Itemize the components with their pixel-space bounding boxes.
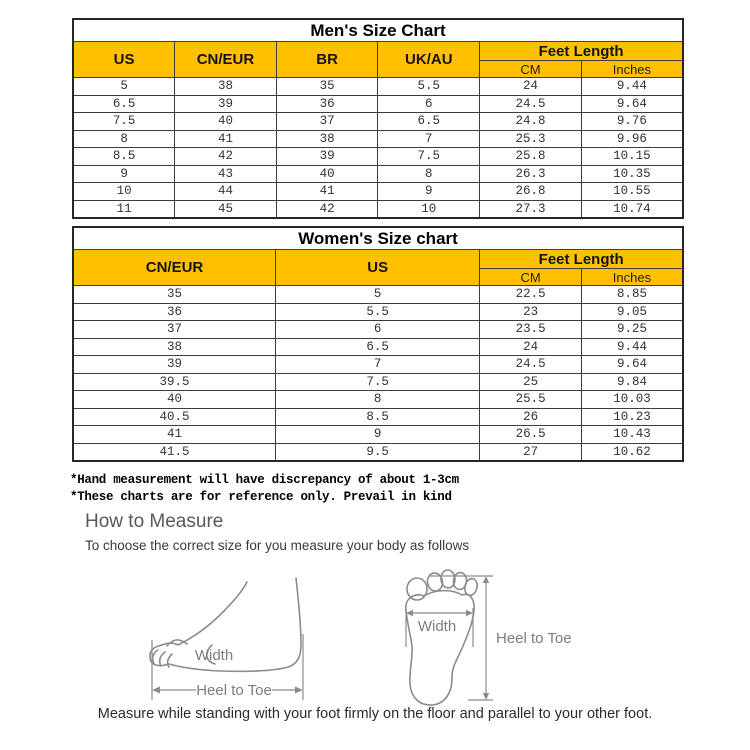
table-row bbox=[73, 183, 683, 201]
table-row bbox=[73, 338, 683, 356]
table-cell: 42 bbox=[276, 200, 378, 218]
table-cell: 9.84 bbox=[581, 373, 683, 391]
table-cell: 42 bbox=[175, 148, 277, 166]
arrowhead-top bbox=[483, 576, 489, 583]
table-cell: 10.23 bbox=[581, 408, 683, 426]
table-row bbox=[73, 130, 683, 148]
table-cell: 7.5 bbox=[73, 113, 175, 131]
mens-title-row bbox=[73, 19, 683, 42]
table-cell: 35 bbox=[73, 286, 276, 304]
table-cell: 8 bbox=[276, 391, 480, 409]
table-cell: 25.8 bbox=[480, 148, 582, 166]
table-cell: 26.8 bbox=[480, 183, 582, 201]
table-cell: 38 bbox=[175, 78, 277, 96]
table-cell: 24 bbox=[480, 338, 582, 356]
col-header-us: US bbox=[276, 250, 480, 286]
womens-table-head bbox=[73, 227, 683, 286]
note-line: *These charts are for reference only. Prevail in kind bbox=[70, 490, 452, 504]
table-cell: 25 bbox=[480, 373, 582, 391]
col-header-cm: CM bbox=[480, 61, 582, 78]
foot-side-view-diagram bbox=[135, 555, 330, 710]
table-cell: 5 bbox=[73, 78, 175, 96]
table-cell: 10.55 bbox=[581, 183, 683, 201]
col-header-br: BR bbox=[276, 42, 378, 78]
table-row bbox=[73, 148, 683, 166]
table-cell: 9.44 bbox=[581, 338, 683, 356]
col-header-inches: Inches bbox=[581, 269, 683, 286]
table-cell: 27 bbox=[480, 443, 582, 461]
womens-table-body bbox=[73, 286, 683, 462]
table-cell: 9 bbox=[276, 426, 480, 444]
table-row bbox=[73, 286, 683, 304]
col-header-inches: Inches bbox=[581, 61, 683, 78]
table-row bbox=[73, 78, 683, 96]
big-toe bbox=[407, 578, 427, 600]
note-line: *Hand measurement will have discrepancy of about 1-3cm bbox=[70, 473, 459, 487]
table-cell: 22.5 bbox=[480, 286, 582, 304]
table-cell: 39.5 bbox=[73, 373, 276, 391]
table-cell: 7 bbox=[276, 356, 480, 374]
table-cell: 24.5 bbox=[480, 95, 582, 113]
table-cell: 10.43 bbox=[581, 426, 683, 444]
table-cell: 8.5 bbox=[73, 148, 175, 166]
table-cell: 39 bbox=[175, 95, 277, 113]
table-cell: 41.5 bbox=[73, 443, 276, 461]
table-row bbox=[73, 391, 683, 409]
table-row bbox=[73, 426, 683, 444]
heel-to-toe-label: Heel to Toe bbox=[496, 630, 572, 647]
table-cell: 8 bbox=[378, 165, 480, 183]
womens-header-row bbox=[73, 250, 683, 269]
arrowhead-right bbox=[466, 610, 473, 616]
table-cell: 9 bbox=[378, 183, 480, 201]
table-row bbox=[73, 95, 683, 113]
mens-chart-title: Men's Size Chart bbox=[73, 19, 683, 42]
table-cell: 10.62 bbox=[581, 443, 683, 461]
col-header-cneur: CN/EUR bbox=[175, 42, 277, 78]
table-row bbox=[73, 200, 683, 218]
table-cell: 9.05 bbox=[581, 303, 683, 321]
mens-table-head bbox=[73, 19, 683, 78]
table-cell: 41 bbox=[175, 130, 277, 148]
table-cell: 7 bbox=[378, 130, 480, 148]
table-row bbox=[73, 321, 683, 339]
table-cell: 9.64 bbox=[581, 356, 683, 374]
table-cell: 6.5 bbox=[276, 338, 480, 356]
table-cell: 7.5 bbox=[276, 373, 480, 391]
table-cell: 41 bbox=[73, 426, 276, 444]
table-cell: 10 bbox=[378, 200, 480, 218]
table-cell: 26.5 bbox=[480, 426, 582, 444]
table-cell: 23.5 bbox=[480, 321, 582, 339]
mens-size-table bbox=[72, 18, 684, 219]
womens-chart-title: Women's Size chart bbox=[73, 227, 683, 250]
table-cell: 24.8 bbox=[480, 113, 582, 131]
table-cell: 5 bbox=[276, 286, 480, 304]
table-cell: 40 bbox=[73, 391, 276, 409]
table-row bbox=[73, 443, 683, 461]
table-cell: 43 bbox=[175, 165, 277, 183]
table-cell: 7.5 bbox=[378, 148, 480, 166]
table-cell: 10.35 bbox=[581, 165, 683, 183]
table-cell: 6.5 bbox=[378, 113, 480, 131]
toe-line bbox=[160, 652, 165, 666]
table-cell: 9.76 bbox=[581, 113, 683, 131]
table-cell: 9.96 bbox=[581, 130, 683, 148]
table-cell: 24 bbox=[480, 78, 582, 96]
table-cell: 35 bbox=[276, 78, 378, 96]
table-row bbox=[73, 165, 683, 183]
table-cell: 8.85 bbox=[581, 286, 683, 304]
table-cell: 25.5 bbox=[480, 391, 582, 409]
table-cell: 8.5 bbox=[276, 408, 480, 426]
col-header-feet-length: Feet Length bbox=[480, 42, 683, 61]
col-header-feet-length: Feet Length bbox=[480, 250, 683, 269]
reference-notes bbox=[70, 472, 459, 506]
toe-line bbox=[153, 650, 158, 664]
col-header-cm: CM bbox=[480, 269, 582, 286]
foot-sole-view-diagram bbox=[390, 553, 585, 715]
womens-size-table bbox=[72, 226, 684, 462]
col-header-cneur: CN/EUR bbox=[73, 250, 276, 286]
heel-to-toe-label: Heel to Toe bbox=[196, 682, 272, 699]
table-cell: 9.5 bbox=[276, 443, 480, 461]
mens-header-row bbox=[73, 42, 683, 61]
col-header-ukau: UK/AU bbox=[378, 42, 480, 78]
table-cell: 36 bbox=[276, 95, 378, 113]
width-label: Width bbox=[417, 618, 457, 635]
table-cell: 26.3 bbox=[480, 165, 582, 183]
mens-table-body bbox=[73, 78, 683, 219]
table-row bbox=[73, 303, 683, 321]
table-cell: 38 bbox=[276, 130, 378, 148]
table-cell: 23 bbox=[480, 303, 582, 321]
table-row bbox=[73, 356, 683, 374]
table-cell: 40 bbox=[276, 165, 378, 183]
arrowhead-bottom bbox=[483, 693, 489, 700]
foot-sole-outline bbox=[406, 591, 474, 705]
table-cell: 37 bbox=[276, 113, 378, 131]
table-cell: 9 bbox=[73, 165, 175, 183]
how-to-measure-subtitle: To choose the correct size for you measure your body as follows bbox=[85, 538, 470, 553]
table-cell: 24.5 bbox=[480, 356, 582, 374]
how-to-measure-heading: How to Measure bbox=[85, 511, 224, 532]
table-cell: 9.25 bbox=[581, 321, 683, 339]
table-cell: 10.74 bbox=[581, 200, 683, 218]
table-cell: 9.64 bbox=[581, 95, 683, 113]
table-cell: 38 bbox=[73, 338, 276, 356]
table-cell: 10.03 bbox=[581, 391, 683, 409]
width-label: Width bbox=[194, 647, 234, 664]
table-cell: 37 bbox=[73, 321, 276, 339]
table-row bbox=[73, 113, 683, 131]
table-cell: 10 bbox=[73, 183, 175, 201]
table-cell: 39 bbox=[73, 356, 276, 374]
womens-title-row bbox=[73, 227, 683, 250]
table-row bbox=[73, 373, 683, 391]
table-cell: 9.44 bbox=[581, 78, 683, 96]
table-cell: 39 bbox=[276, 148, 378, 166]
arrowhead-left bbox=[152, 687, 160, 694]
table-cell: 11 bbox=[73, 200, 175, 218]
table-cell: 6 bbox=[276, 321, 480, 339]
table-cell: 5.5 bbox=[276, 303, 480, 321]
table-cell: 27.3 bbox=[480, 200, 582, 218]
table-cell: 6.5 bbox=[73, 95, 175, 113]
table-cell: 8 bbox=[73, 130, 175, 148]
table-cell: 5.5 bbox=[378, 78, 480, 96]
table-row bbox=[73, 408, 683, 426]
table-cell: 45 bbox=[175, 200, 277, 218]
table-cell: 10.15 bbox=[581, 148, 683, 166]
table-cell: 40.5 bbox=[73, 408, 276, 426]
table-cell: 44 bbox=[175, 183, 277, 201]
table-cell: 26 bbox=[480, 408, 582, 426]
table-cell: 40 bbox=[175, 113, 277, 131]
col-header-us: US bbox=[73, 42, 175, 78]
table-cell: 6 bbox=[378, 95, 480, 113]
table-cell: 36 bbox=[73, 303, 276, 321]
measure-instruction-footer: Measure while standing with your foot firmly on the floor and parallel to your other foot. bbox=[97, 706, 653, 722]
table-cell: 25.3 bbox=[480, 130, 582, 148]
table-cell: 41 bbox=[276, 183, 378, 201]
arrowhead-right bbox=[295, 687, 303, 694]
